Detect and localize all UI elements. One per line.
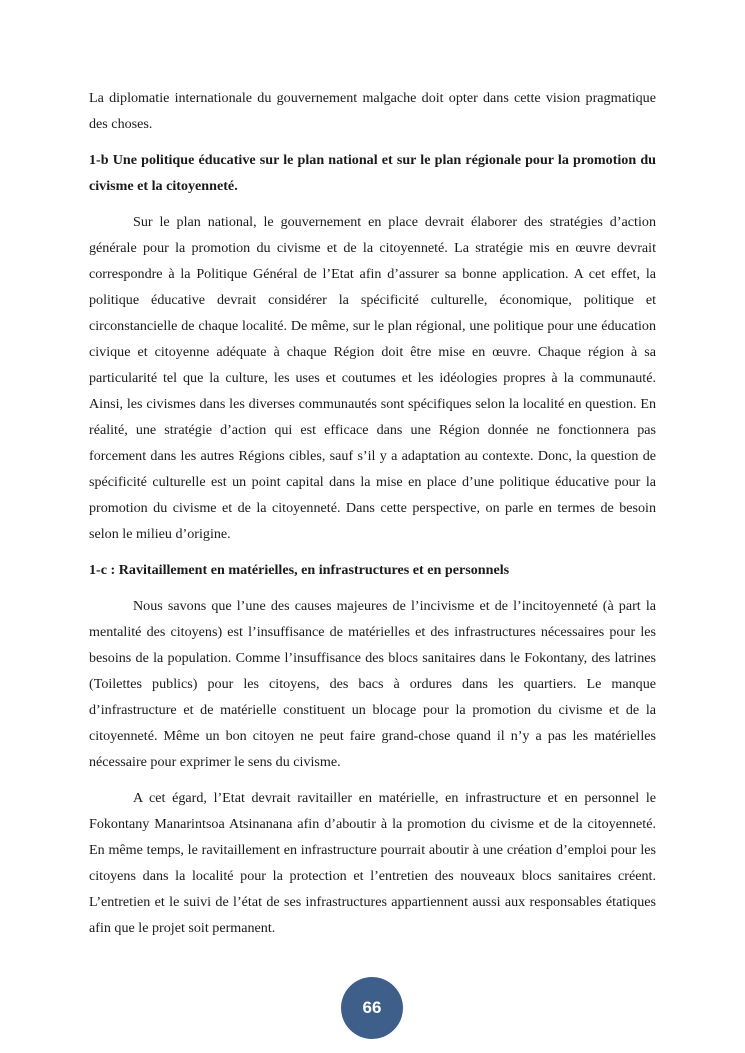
page-number: 66 <box>362 998 382 1017</box>
section-1c-heading: 1-c : Ravitaillement en matérielles, en infrastructures et en personnels <box>89 562 510 578</box>
section-1b-heading: 1-b Une politique éducative sur le plan national et sur le plan régionale pour la promotion du civisme et la citoyenneté. <box>89 152 656 194</box>
section-1c-paragraph-2: A cet égard, l’Etat devrait ravitailler en matérielle, en infrastructure et en personnel le Fokontany Manarintsoa Atsinanana afin d’aboutir à la promotion du civisme et de la citoyenneté. En même temps, le ravitaillement en infrastructure pourrait aboutir à une création d’emploi pour les citoyens dans la localité pour la protection et l’entretien des nouveaux blocs sanitaires créent. L’entretien et le suivi de l’état de ses infrastructures appartiennent aussi aux responsables étatiques afin que le projet soit permanent. <box>89 790 656 936</box>
section-1b-paragraph: Sur le plan national, le gouvernement en place devrait élaborer des stratégies d’action générale pour la promotion du civisme et de la citoyenneté. La stratégie mis en œuvre devrait correspondre à la Politique Général de l’Etat afin d’assurer sa bonne application. A cet effet, la politique éducative devrait considérer la spécificité culturelle, économique, politique et circonstancielle de chaque localité. De même, sur le plan régional, une politique pour une éducation civique et citoyenne adéquate à chaque Région doit être mise en œuvre. Chaque région à sa particularité tel que la culture, les uses et coutumes et les idéologies propres à la communauté. Ainsi, les civismes dans les diverses communautés sont spécifiques selon la localité en question. En réalité, une stratégie d’action qui est efficace dans une Région donnée ne fonctionnera pas forcement dans les autres Régions cibles, sauf s’il y a adaptation au contexte. Donc, la question de spécificité culturelle est un point capital dans la mise en place d’une politique éducative pour la promotion du civisme et de la citoyenneté. Dans cette perspective, on parle en termes de besoin selon le milieu d’origine. <box>89 214 656 542</box>
page-body <box>89 85 656 941</box>
section-1c-paragraph-1: Nous savons que l’une des causes majeures de l’incivisme et de l’incitoyenneté (à part la mentalité des citoyens) est l’insuffisance de matérielles et des infrastructures nécessaires pour les besoins de la population. Comme l’insuffisance des blocs sanitaires dans le Fokontany, des latrines (Toilettes publics) pour les citoyens, des bacs à ordures dans les quartiers. Le manque d’infrastructure et de matérielle constituent un blocage pour la promotion du civisme et de la citoyenneté. Même un bon citoyen ne peut faire grand-chose quand il n’y a pas les matérielles nécessaire pour exprimer le sens du civisme. <box>89 598 656 770</box>
intro-paragraph: La diplomatie internationale du gouvernement malgache doit opter dans cette vision pragmatique des choses. <box>89 90 656 132</box>
page-number-badge <box>341 977 403 1039</box>
